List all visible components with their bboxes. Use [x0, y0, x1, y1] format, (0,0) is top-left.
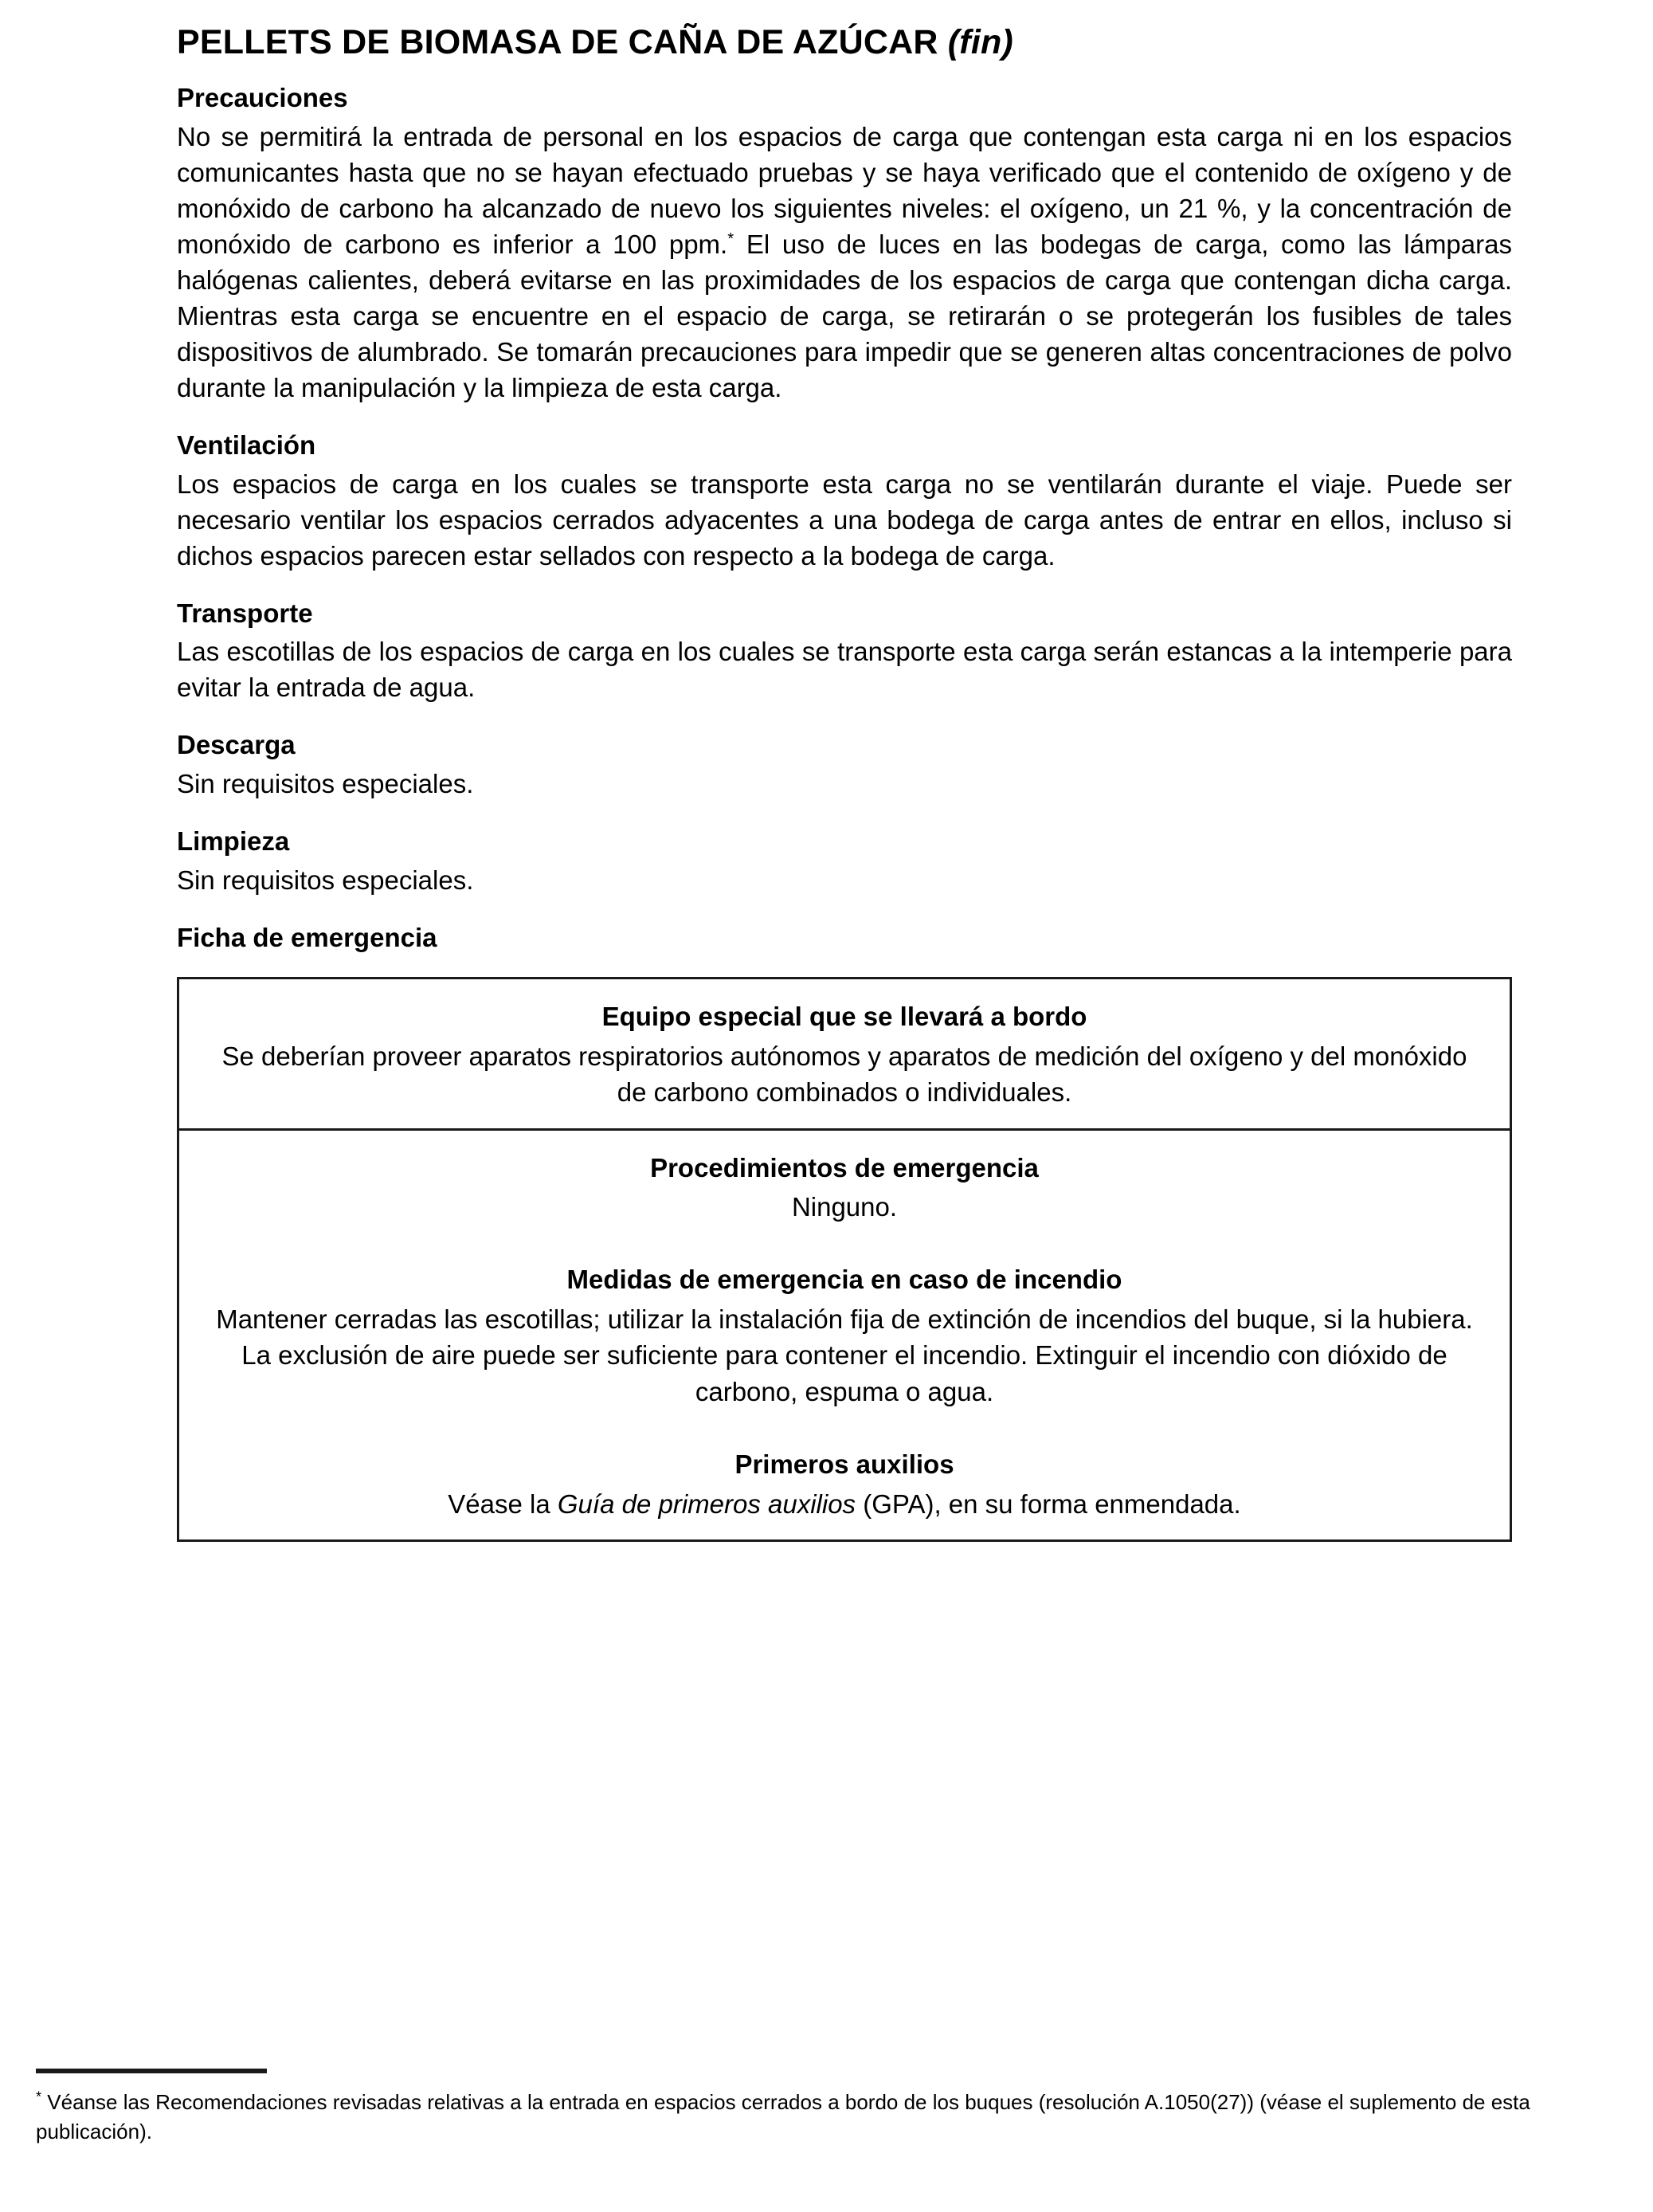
footnote-area	[36, 2069, 1621, 2147]
emergency-card-box	[177, 977, 1512, 1542]
special-equipment-text: Se deberían proveer aparatos respiratorios autónomos y aparatos de medición del oxígeno y del monóxido de carbono combinados o individuales.	[221, 1041, 1467, 1108]
section-heading-limpieza: Limpieza	[177, 826, 290, 857]
first-aid-heading: Primeros auxilios	[734, 1449, 954, 1480]
spacer	[177, 574, 1512, 598]
section-heading-ficha-de-emergencia: Ficha de emergencia	[177, 922, 437, 952]
emergency-procedures-text: Ninguno.	[791, 1191, 898, 1222]
section-body-descarga: Sin requisitos especiales.	[177, 769, 474, 799]
special-equipment-heading: Equipo especial que se llevará a bordo	[601, 1002, 1087, 1032]
spacer	[177, 705, 1512, 729]
footnote-marker-icon: *	[727, 229, 734, 248]
spacer	[177, 898, 1512, 922]
document-content	[177, 24, 1512, 1542]
precauciones-text-part2: El uso de luces en las bodegas de carga, como las lámparas halógenas calientes, deberá evitarse en las proximidades de los espacios de carga que contengan dicha carga. Mientras esta carga se encuentre en el espacio de carga, se retirarán o se protegerán los fusibles de tales dispositivos de alumbrado. Se tomarán precauciones para impedir que se generen altas concentraciones de polvo durante la manipulación y la limpieza de esta carga.	[177, 229, 1512, 403]
footnote-body: Véanse las Recomendaciones revisadas relativas a la entrada en espacios cerrados a bordo de los buques (resolución A.1050(27)) (véase el suplemento de esta publicación).	[36, 2090, 1530, 2143]
section-heading-descarga: Descarga	[177, 730, 296, 760]
page-title-main: PELLETS DE BIOMASA DE CAÑA DE AZÚCAR	[177, 23, 938, 61]
first-aid-text-before: Véase la	[448, 1488, 558, 1519]
footnote-marker-icon: *	[36, 2088, 42, 2105]
spacer	[206, 1410, 1483, 1441]
page-title	[177, 24, 1512, 61]
page-title-suffix: (fin)	[947, 23, 1013, 61]
emergency-procedures-heading: Procedimientos de emergencia	[650, 1152, 1039, 1182]
emergency-cell-procedures	[179, 1128, 1510, 1539]
footnote-separator-rule	[36, 2069, 267, 2073]
first-aid-text-after: (GPA), en su forma enmendada.	[856, 1488, 1241, 1519]
section-heading-precauciones: Precauciones	[177, 83, 348, 113]
section-body-ventilacion: Los espacios de carga en los cuales se transporte esta carga no se ventilarán durante el viaje. Puede ser necesario ventilar los espacios cerrados adyacentes a una bodega de carga antes de entrar en ellos, incluso si dichos espacios parecen estar sellados con respecto a la bodega de carga.	[177, 469, 1512, 571]
section-heading-transporte: Transporte	[177, 598, 313, 628]
first-aid-text	[206, 1486, 1483, 1523]
spacer	[177, 406, 1512, 429]
spacer	[177, 802, 1512, 826]
footnote-text	[36, 2088, 1621, 2147]
first-aid-guide-title: Guía de primeros auxilios	[557, 1488, 856, 1519]
spacer	[206, 1225, 1483, 1257]
section-body-precauciones	[177, 119, 1512, 406]
fire-measures-heading: Medidas de emergencia en caso de incendio	[566, 1265, 1122, 1295]
emergency-cell-special-equipment	[179, 979, 1510, 1128]
precauciones-text-part1: No se permitirá la entrada de personal en los espacios de carga que contengan esta carga ni en los espacios comunicantes hasta que no se hayan efectuado pruebas y se haya verificado que el contenido de oxígeno y de monóxido de carbono ha alcanzado de nuevo los siguientes niveles: el oxígeno, un 21 %, y la concentración de monóxido de carbono es inferior a 100 ppm.	[177, 121, 1512, 259]
section-body-limpieza: Sin requisitos especiales.	[177, 865, 474, 895]
section-body-transporte: Las escotillas de los espacios de carga en los cuales se transporte esta carga serán estancas a la intemperie para evitar la entrada de agua.	[177, 637, 1512, 703]
fire-measures-text: Mantener cerradas las escotillas; utilizar la instalación fija de extinción de incendios del buque, si la hubiera. La exclusión de aire puede ser suficiente para contener el incendio. Extinguir el incendio con dióxido de carbono, espuma o agua.	[216, 1304, 1473, 1406]
section-heading-ventilacion: Ventilación	[177, 430, 316, 461]
